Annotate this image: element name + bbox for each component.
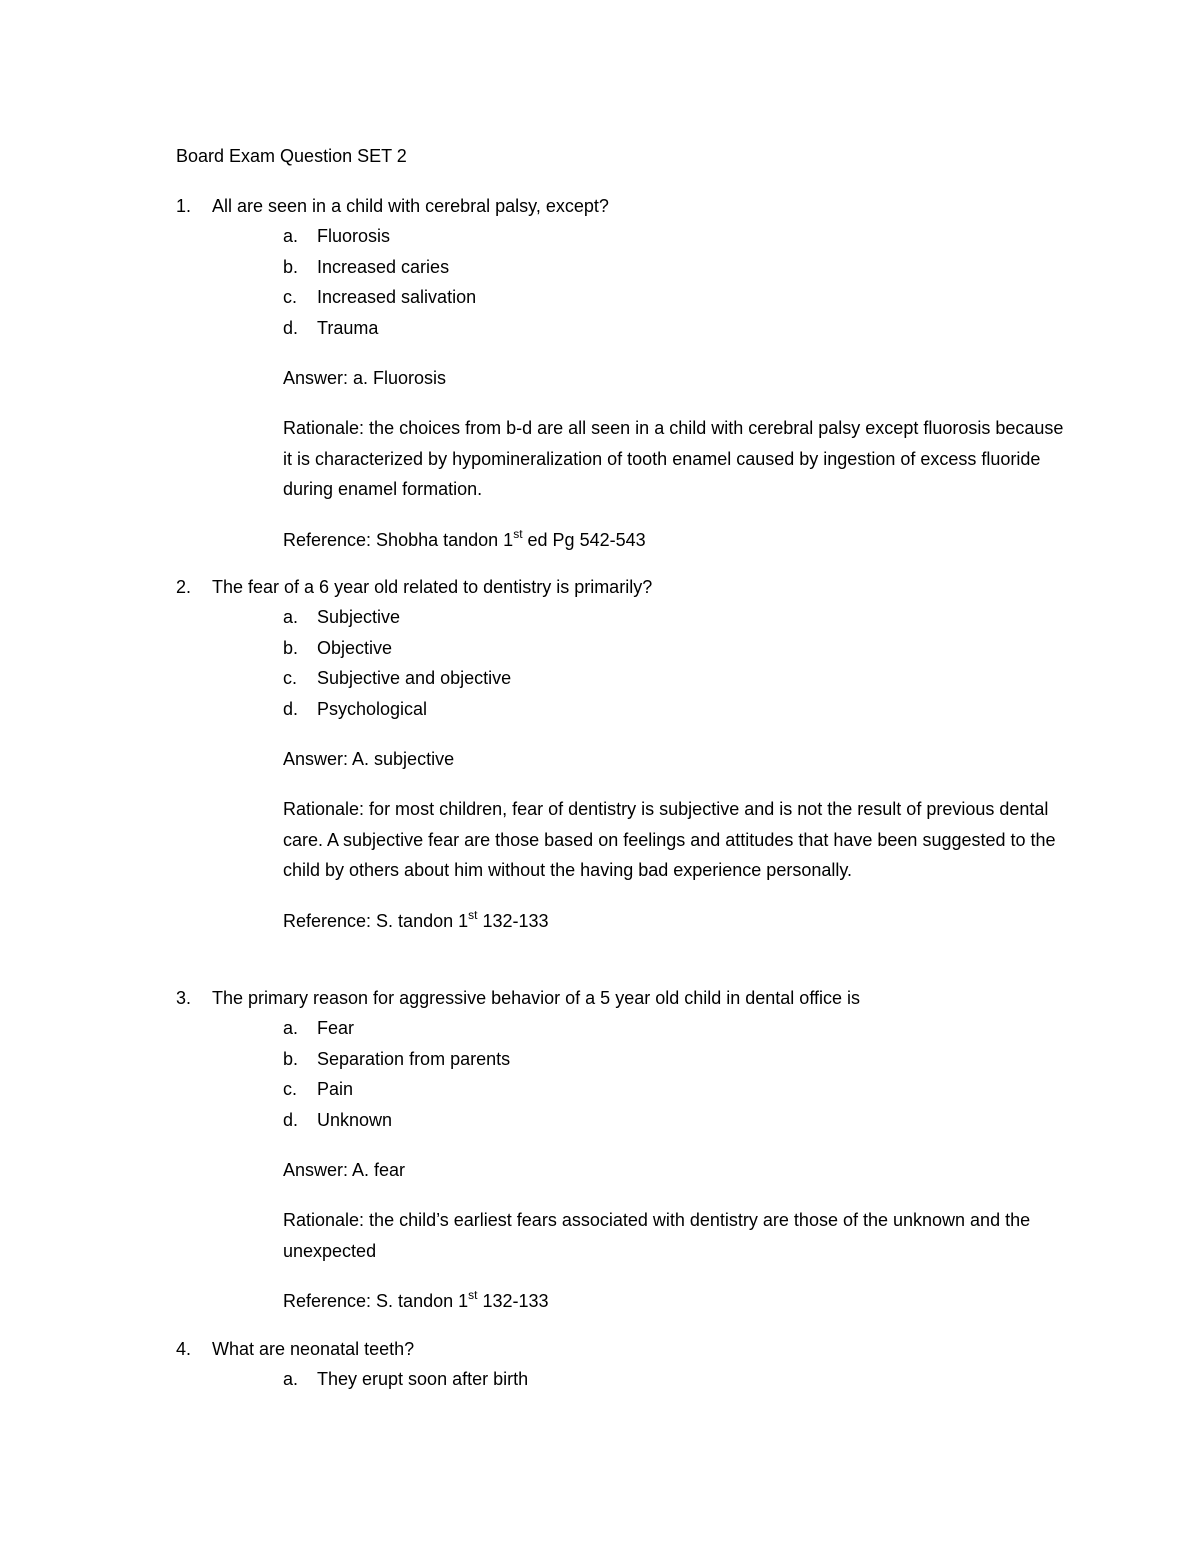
choice-item (176, 282, 1076, 313)
choice-item (176, 694, 1076, 725)
choice-list (176, 1013, 1076, 1135)
choice-letter: b. (283, 637, 299, 658)
reference-text (283, 525, 1073, 555)
question-3 (176, 983, 1076, 1316)
choice-letter: c. (283, 287, 298, 307)
choice-list (176, 602, 1076, 724)
choice-text: Increased salivation (317, 287, 477, 307)
choice-item (176, 252, 1076, 283)
question-number: 4. (176, 1339, 192, 1359)
reference-superscript: st (468, 907, 478, 922)
question-text: All are seen in a child with cerebral palsy, except? (212, 196, 609, 216)
question-text: The fear of a 6 year old related to dentistry is primarily? (212, 577, 653, 597)
choice-text: Fluorosis (317, 226, 391, 246)
choice-item (176, 602, 1076, 633)
choice-text: Fear (317, 1018, 355, 1038)
reference-prefix: Reference: S. tandon 1 (283, 1291, 469, 1311)
question-4 (176, 1334, 1076, 1395)
reference-suffix: 132-133 (477, 910, 549, 931)
reference-suffix: 132-133 (477, 1291, 549, 1311)
reference-suffix: ed Pg 542-543 (522, 529, 646, 550)
choice-letter: c. (283, 668, 298, 688)
question-text: What are neonatal teeth? (212, 1339, 415, 1359)
question-1 (176, 191, 1076, 555)
choice-letter: a. (283, 1018, 299, 1038)
choice-item (176, 1364, 1076, 1395)
choice-item (176, 221, 1076, 252)
choice-list (176, 1364, 1076, 1395)
choice-text: Separation from parents (317, 1048, 511, 1069)
question-2 (176, 572, 1076, 936)
document-title: Board Exam Question SET 2 (176, 146, 407, 166)
question-number: 1. (176, 196, 192, 216)
choice-item (176, 313, 1076, 344)
answer-text: Answer: A. fear (283, 1160, 406, 1180)
reference-prefix: Reference: S. tandon 1 (283, 910, 469, 931)
answer-text: Answer: A. subjective (283, 749, 455, 769)
question-stem (176, 983, 1076, 1013)
reference-prefix: Reference: Shobha tandon 1 (283, 529, 514, 550)
choice-text: Objective (317, 637, 393, 658)
question-stem (176, 572, 1076, 602)
choice-item (176, 1074, 1076, 1105)
choice-text: Unknown (317, 1109, 393, 1130)
choice-letter: d. (283, 698, 299, 719)
choice-item (176, 1013, 1076, 1044)
reference-superscript: st (468, 1288, 478, 1302)
choice-letter: a. (283, 1369, 299, 1389)
choice-text: Subjective (317, 607, 401, 627)
rationale-text: Rationale: for most children, fear of dentistry is subjective and is not the result of previous dental care. A subjective fear are those based on feelings and attitudes that have been suggested to the child by others about him without the having bad experience personally. (283, 799, 1056, 880)
choice-text: They erupt soon after birth (317, 1369, 529, 1389)
choice-item (176, 1044, 1076, 1075)
choice-text: Trauma (317, 317, 379, 338)
question-stem (176, 191, 1076, 221)
rationale-text: Rationale: the choices from b-d are all seen in a child with cerebral palsy except fluorosis because it is characterized by hypomineralization of tooth enamel caused by ingestion of excess fluoride during enamel formation. (283, 418, 1064, 499)
choice-item (176, 1105, 1076, 1136)
choice-letter: a. (283, 607, 299, 627)
choice-item (176, 633, 1076, 664)
rationale-text: Rationale: the child’s earliest fears associated with dentistry are those of the unknown and the unexpected (283, 1210, 1031, 1261)
reference-text (283, 1286, 1073, 1316)
choice-text: Psychological (317, 698, 428, 719)
reference-superscript: st (513, 526, 523, 541)
choice-letter: c. (283, 1079, 298, 1099)
answer-text: Answer: a. Fluorosis (283, 368, 447, 388)
choice-letter: a. (283, 226, 299, 246)
question-text: The primary reason for aggressive behavior of a 5 year old child in dental office is (212, 988, 861, 1008)
reference-text (283, 906, 1073, 936)
choice-text: Increased caries (317, 256, 450, 277)
choice-letter: d. (283, 1109, 299, 1130)
choice-letter: b. (283, 1048, 299, 1069)
choice-text: Subjective and objective (317, 668, 512, 688)
question-number: 3. (176, 988, 192, 1008)
question-number: 2. (176, 577, 192, 597)
question-stem (176, 1334, 1076, 1364)
choice-text: Pain (317, 1079, 354, 1099)
choice-letter: b. (283, 256, 299, 277)
choice-letter: d. (283, 317, 299, 338)
choice-item (176, 663, 1076, 694)
choice-list (176, 221, 1076, 343)
